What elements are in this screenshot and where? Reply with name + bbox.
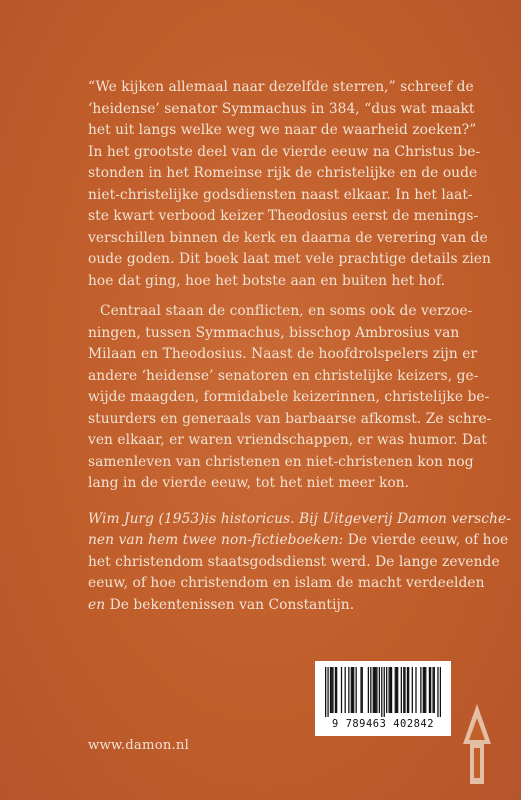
bio-line-2-italic: nen van hem twee non-fictieboeken: bbox=[88, 532, 344, 548]
blurb-line: niet-christelijke godsdiensten naast elkaar. In het laat- bbox=[88, 186, 473, 203]
barcode-bar bbox=[388, 667, 389, 713]
barcode-bar bbox=[408, 667, 409, 713]
barcode-bar bbox=[420, 667, 421, 713]
barcode-bar bbox=[345, 667, 346, 713]
barcode-bar bbox=[379, 667, 380, 713]
blurb-line: verschillen binnen de kerk en daarna de verering van de bbox=[88, 229, 488, 246]
blurb-line: Centraal staan de conflicten, en soms ook de verzoe- bbox=[100, 303, 473, 319]
isbn-number: 9 789463 402842 bbox=[331, 718, 435, 730]
barcode-bar bbox=[374, 667, 375, 713]
bio-line-3: het christendom staatsgodsdienst werd. De lange zevende bbox=[88, 553, 500, 570]
barcode-bar bbox=[370, 667, 371, 713]
blurb-line: stonden in het Romeinse rijk de christelijke en de oude bbox=[88, 165, 478, 181]
barcode-bar bbox=[375, 667, 376, 713]
blurb-paragraph-1 bbox=[88, 77, 500, 292]
blurb-line: het uit langs welke weg we naar de waarheid zoeken?” bbox=[88, 122, 477, 138]
barcode-bar bbox=[390, 667, 391, 713]
barcode-bar bbox=[429, 667, 430, 713]
barcode-bar bbox=[386, 667, 387, 713]
author-bio bbox=[88, 509, 511, 617]
barcode-bar bbox=[352, 667, 353, 713]
barcode-bar bbox=[396, 667, 397, 713]
barcode-bar bbox=[440, 667, 441, 717]
blurb-line: lang in de vierde eeuw, tot het niet meer kon. bbox=[88, 475, 410, 491]
barcode-bar bbox=[368, 667, 369, 713]
barcode-bar bbox=[415, 667, 416, 713]
barcode-bar bbox=[351, 667, 352, 713]
barcode-bar bbox=[341, 667, 342, 713]
barcode-bar bbox=[335, 667, 336, 713]
bio-line-2 bbox=[88, 530, 509, 552]
blurb-line: ningen, tussen Symmachus, bisschop Ambrosius van bbox=[88, 324, 460, 341]
barcode-bar bbox=[403, 667, 404, 713]
barcode-bar bbox=[331, 667, 332, 713]
barcode-bar bbox=[401, 667, 402, 713]
barcode-bar bbox=[327, 667, 328, 717]
bio-line-2-roman: De vierde eeuw, of hoe bbox=[343, 532, 509, 548]
blurb-line: Milaan en Theodosius. Naast de hoofdrolspelers zijn er bbox=[88, 346, 478, 362]
barcode-bar bbox=[391, 667, 392, 713]
barcode-bar bbox=[384, 667, 385, 717]
barcode-bar bbox=[397, 667, 398, 713]
blurb-line: andere ‘heidense’ senatoren en christelijke keizers, ge- bbox=[88, 367, 479, 384]
blurb-line: “We kijken allemaal naar dezelfde sterren,” schreef de bbox=[88, 79, 474, 95]
barcode-bar bbox=[412, 667, 413, 713]
blurb-line: ‘heidense’ senator Symmachus in 384, “dus wat maakt bbox=[88, 100, 475, 117]
barcode-icon bbox=[325, 667, 441, 717]
barcode-bar bbox=[425, 667, 426, 713]
barcode-bar bbox=[330, 667, 331, 713]
barcode bbox=[315, 661, 451, 736]
barcode-bar bbox=[424, 667, 425, 713]
barcode-bar bbox=[381, 667, 382, 717]
barcode-bar bbox=[434, 667, 435, 713]
blurb-line: oude goden. Dit boek laat met vele prachtige details zien bbox=[88, 251, 491, 267]
barcode-bar bbox=[432, 667, 433, 713]
blurb-paragraph-2 bbox=[88, 301, 500, 495]
barcode-bar bbox=[356, 667, 357, 713]
bio-line-5-roman: De bekentenissen van Constantijn. bbox=[105, 596, 355, 613]
bio-line-5 bbox=[88, 595, 500, 617]
blurb-line: In het grootste deel van de vierde eeuw na Christus be- bbox=[88, 143, 481, 160]
bio-line-1: Wim Jurg (1953)is historicus. Bij Uitgeverij Damon versche- bbox=[88, 510, 511, 527]
barcode-bar bbox=[332, 667, 333, 713]
barcode-bar bbox=[360, 667, 361, 713]
barcode-bar bbox=[362, 667, 363, 713]
barcode-bar bbox=[404, 667, 405, 713]
barcode-bar bbox=[325, 667, 326, 717]
bio-line-5-italic: en bbox=[88, 596, 106, 613]
blurb-line: samenleven van christenen en niet-christenen kon nog bbox=[88, 453, 474, 470]
barcode-bar bbox=[407, 667, 408, 713]
barcode-bar bbox=[437, 667, 438, 717]
bio-line-4: eeuw, of hoe christendom en islam de macht verdeelden bbox=[88, 575, 485, 591]
blurb-line: ste kwart verbood keizer Theodosius eerst de menings- bbox=[88, 208, 479, 224]
blurb-line: hoe dat ging, hoe het botste aan en buiten het hof. bbox=[88, 272, 446, 289]
blurb-line: stuurders en generaals van barbaarse afkomst. Ze schre- bbox=[88, 410, 492, 427]
blurb-line: wijde maagden, formidabele keizerinnen, christelijke be- bbox=[88, 389, 490, 405]
website-link[interactable]: www.damon.nl bbox=[88, 738, 190, 753]
damon-logo-icon bbox=[457, 700, 497, 785]
barcode-bar bbox=[430, 667, 431, 713]
blurb-line: ven elkaar, er waren vriendschappen, er was humor. Dat bbox=[88, 432, 487, 448]
barcode-bar bbox=[373, 667, 374, 713]
barcode-bar bbox=[423, 667, 424, 713]
barcode-bar bbox=[348, 667, 349, 713]
barcode-bar bbox=[395, 667, 396, 713]
blurb bbox=[88, 77, 511, 616]
barcode-bar bbox=[336, 667, 337, 713]
barcode-bar bbox=[376, 667, 377, 713]
barcode-bar bbox=[353, 667, 354, 713]
